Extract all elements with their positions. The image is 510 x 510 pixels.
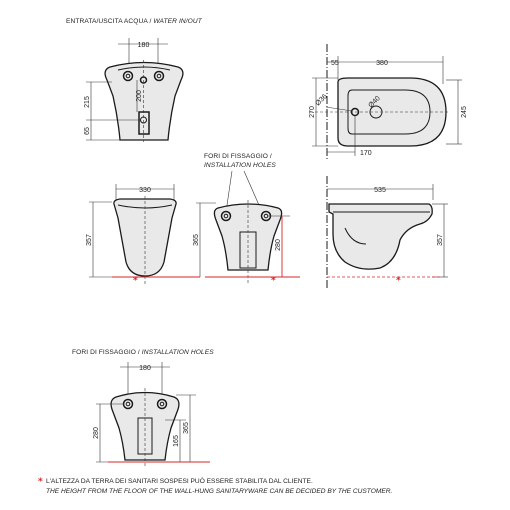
dim-180-bottom: 180 — [139, 365, 151, 372]
dim-55: 55 — [331, 60, 339, 67]
installation-holes-label-en: INSTALLATION HOLES — [204, 162, 276, 169]
dim-357-front: 357 — [86, 234, 93, 246]
bidet-back-body — [105, 63, 183, 141]
dim-365-back: 365 — [193, 234, 200, 246]
water-inout-label-en: WATER IN/OUT — [153, 18, 202, 25]
water-inout-label: ENTRATA/USCITA ACQUA / WATER IN/OUT — [66, 18, 202, 25]
dim-165-bottom: 165 — [173, 435, 180, 447]
dim-380: 380 — [376, 60, 388, 67]
dim-330: 330 — [139, 187, 151, 194]
installation-holes-bottom-it: FORI DI FISSAGGIO — [72, 349, 136, 356]
dim-170: 170 — [360, 150, 372, 157]
dim-36: Ø36 — [314, 93, 329, 108]
dim-280-bottom: 280 — [93, 427, 100, 439]
dim-270: 270 — [309, 106, 316, 118]
water-inout-label-it: ENTRATA/USCITA ACQUA — [66, 18, 148, 25]
dim-180-top: 180 — [137, 42, 150, 49]
back-view — [193, 153, 300, 286]
dim-245: 245 — [461, 106, 468, 118]
dim-535: 535 — [374, 187, 386, 194]
floor-star: * — [396, 276, 401, 286]
note-italian: L'ALTEZZA DA TERRA DEI SANITARI SOSPESI PUÒ ESSERE STABILITA DAL CLIENTE. — [46, 478, 313, 485]
dim-215: 215 — [84, 96, 91, 108]
dim-200-inner: 200 — [136, 90, 143, 102]
note-star: * — [38, 477, 43, 487]
bidet-side-body — [329, 204, 432, 269]
dim-65: 65 — [84, 127, 91, 135]
floor-star: * — [271, 276, 276, 286]
plan-view — [309, 44, 468, 160]
dim-40: Ø40 — [367, 95, 382, 110]
installation-holes-label-it: FORI DI FISSAGGIO / — [204, 153, 272, 160]
side-view — [327, 176, 448, 290]
footnote — [38, 476, 392, 495]
dim-357-side: 357 — [437, 234, 444, 246]
water-inout-view — [66, 18, 203, 142]
front-view — [86, 184, 200, 286]
installation-holes-bottom-label: FORI DI FISSAGGIO / INSTALLATION HOLES — [72, 349, 214, 356]
note-english: THE HEIGHT FROM THE FLOOR OF THE WALL-HUNG SANITARYWARE CAN BE DECIDED BY THE CUSTOMER. — [46, 488, 393, 495]
dim-280-back: 280 — [275, 239, 282, 251]
dim-365-bottom: 365 — [183, 422, 190, 434]
floor-star: * — [133, 276, 138, 286]
installation-holes-view — [72, 349, 214, 468]
installation-holes-bottom-en: INSTALLATION HOLES — [141, 349, 214, 356]
